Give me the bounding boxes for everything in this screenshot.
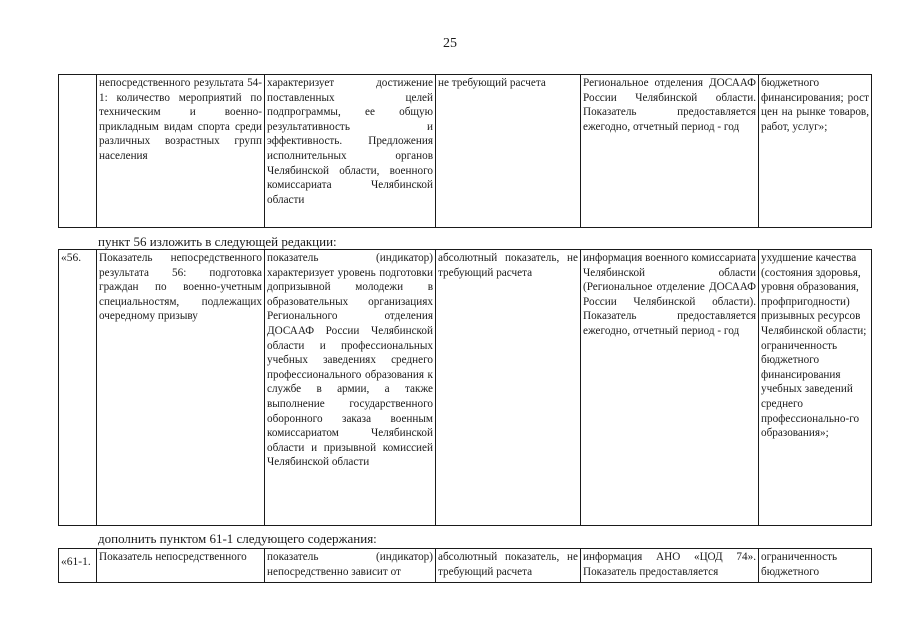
risk-factors-cell: бюджетного финансирования; рост цен на рынке товаров, работ, услуг»;: [759, 75, 872, 228]
row-number: [59, 75, 97, 228]
data-source-cell: информация АНО «ЦОД 74». Показатель предоставляется: [581, 549, 759, 583]
data-source-cell: Региональное отделения ДОСААФ России Челябинской области. Показатель предоставляется ежегодно, отчетный период - год: [581, 75, 759, 228]
indicator-description-cell: характеризует достижение поставленных целей подпрограммы, ее общую результативность и эффективность. Предложения исполнительных органов Челябинской области, военного комиссариата Челябинской области: [265, 75, 436, 228]
indicator-description-cell: показатель (индикатор) непосредственно зависит от: [265, 549, 436, 583]
indicator-name-cell: Показатель непосредственного: [97, 549, 265, 583]
page-number: 25: [443, 36, 457, 51]
calculation-method-cell: абсолютный показатель, не требующий расчета: [436, 250, 581, 526]
table-row: [59, 75, 872, 228]
calculation-method-cell: не требующий расчета: [436, 75, 581, 228]
row-number: «61-1.: [59, 549, 97, 583]
amendment-heading-56: пункт 56 изложить в следующей редакции:: [98, 234, 337, 249]
table-row: [59, 549, 872, 583]
table-block-56: [58, 249, 872, 526]
indicator-name-cell: непосредственного результата 54-1: количество мероприятий по техническим и военно-прикладным видам спорта среди различных возрастных групп населения: [97, 75, 265, 228]
amendment-heading-61-1: дополнить пунктом 61-1 следующего содержания:: [98, 531, 377, 546]
indicator-description-cell: показатель (индикатор) характеризует уровень подготовки допризывной молодежи в образовательных организациях Регионального отделения ДОСААФ России Челябинской области и профессиональных учебных заведениях среднего профессионального образования к службе в армии, а также выполнение государственного оборонного заказа военным комиссариатом Челябинской области и призывной комиссией Челябинской области: [265, 250, 436, 526]
table-block-61-1: [58, 548, 872, 583]
indicator-name-cell: Показатель непосредственного результата 56: подготовка граждан по военно-учетным специальностям, подлежащих очередному призыву: [97, 250, 265, 526]
data-source-cell: информация военного комиссариата Челябинской области (Региональное отделение ДОСААФ России Челябинской области). Показатель предоставляется ежегодно, отчетный период - год: [581, 250, 759, 526]
calculation-method-cell: абсолютный показатель, не требующий расчета: [436, 549, 581, 583]
risk-factors-cell: ухудшение качества (состояния здоровья, уровня образования, профпригодности) призывных ресурсов Челябинской области; ограниченность бюджетного финансирования учебных заведений среднего профессионально-го образования»;: [759, 250, 872, 526]
risk-factors-cell: ограниченность бюджетного: [759, 549, 872, 583]
row-number: «56.: [59, 250, 97, 526]
table-row: [59, 250, 872, 526]
table-block-54-1: [58, 74, 872, 228]
